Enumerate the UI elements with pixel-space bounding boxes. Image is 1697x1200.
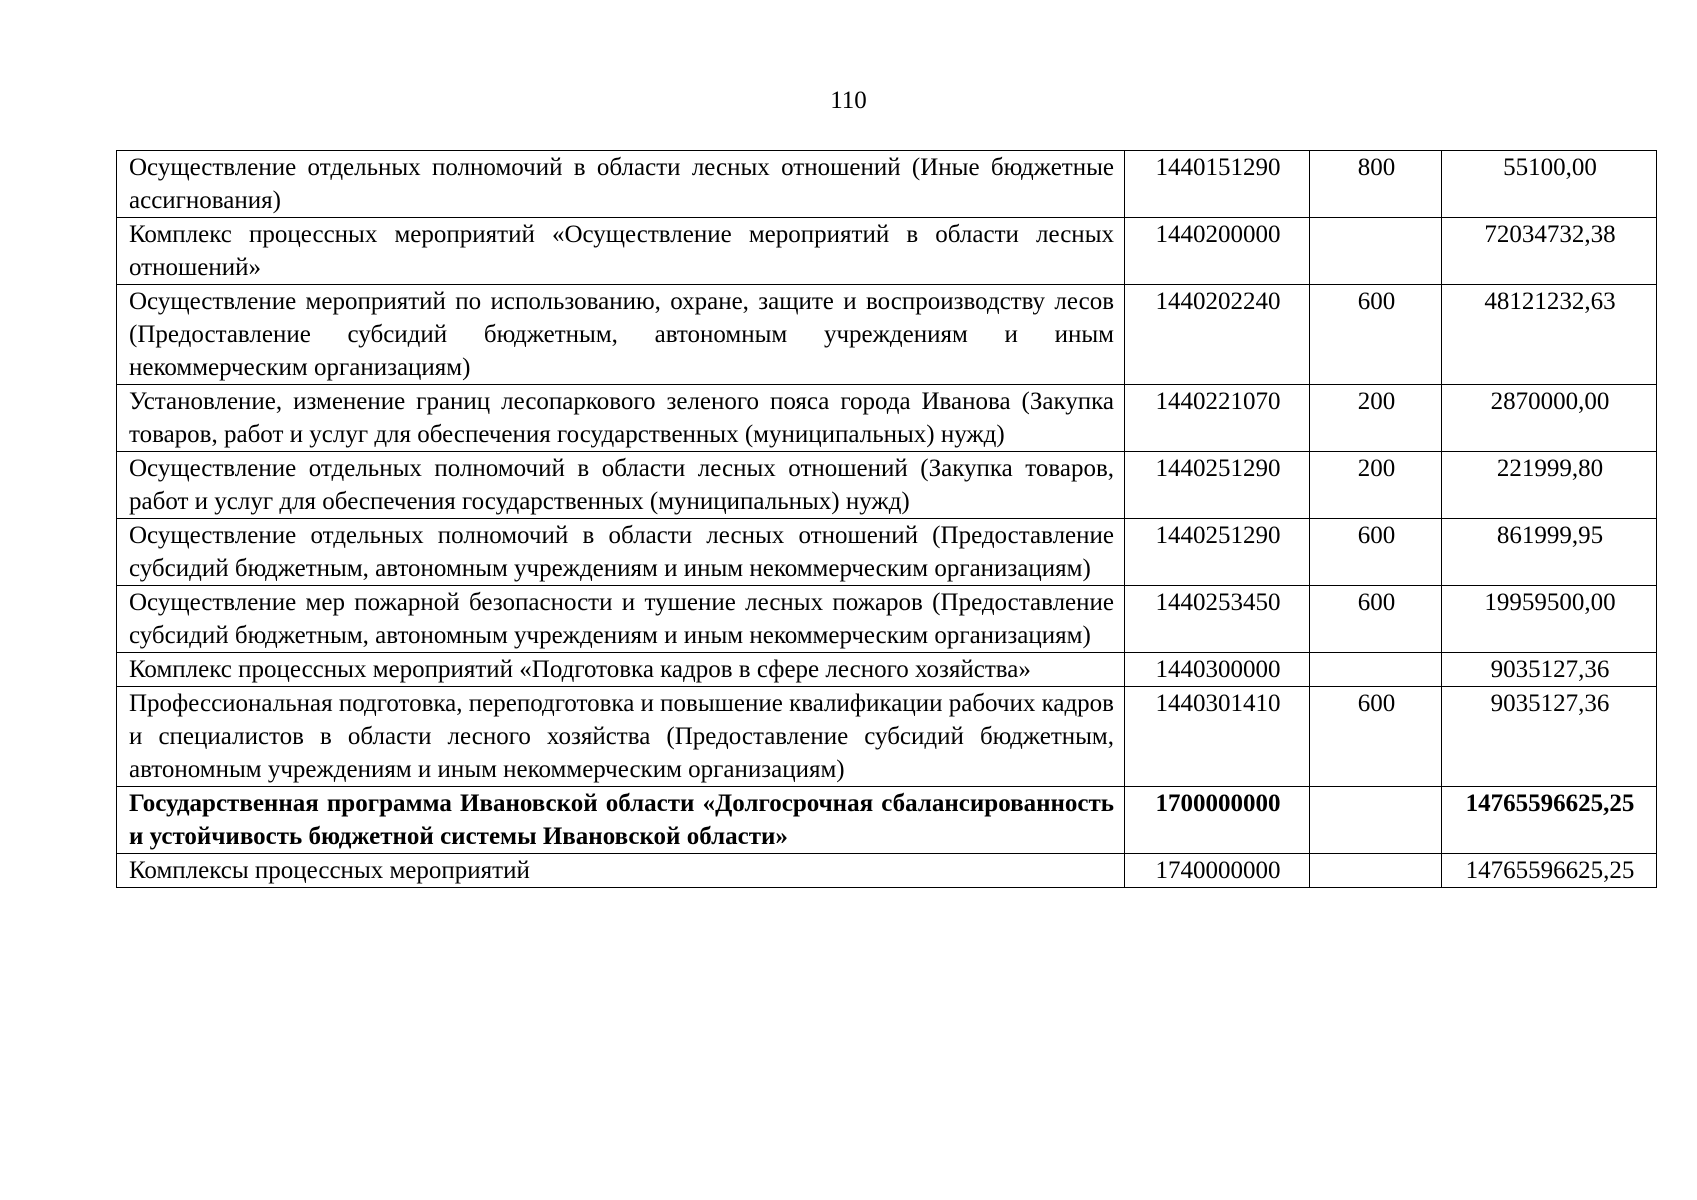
row-target-code: 1440202240	[1125, 285, 1310, 385]
row-item-name: Комплекс процессных мероприятий «Осуществление мероприятий в области лесных отношений»	[117, 218, 1125, 285]
row-expense-type: 600	[1310, 687, 1442, 787]
row-item-name: Осуществление отдельных полномочий в области лесных отношений (Закупка товаров, работ и услуг для обеспечения государственных (муниципальных) нужд)	[117, 452, 1125, 519]
row-target-code: 1440151290	[1125, 151, 1310, 218]
row-expense-type: 600	[1310, 586, 1442, 653]
page-number: 110	[830, 87, 867, 114]
table-row-program-total	[117, 787, 1657, 854]
row-item-name: Осуществление мер пожарной безопасности и тушение лесных пожаров (Предоставление субсидий бюджетным, автономным учреждениям и иным некоммерческим организациям)	[117, 586, 1125, 653]
row-item-name: Осуществление отдельных полномочий в области лесных отношений (Предоставление субсидий бюджетным, автономным учреждениям и иным некоммерческим организациям)	[117, 519, 1125, 586]
row-amount: 221999,80	[1442, 452, 1657, 519]
table-row	[117, 385, 1657, 452]
row-expense-type	[1310, 854, 1442, 888]
row-item-name: Комплексы процессных мероприятий	[117, 854, 1125, 888]
row-amount: 19959500,00	[1442, 586, 1657, 653]
table-row	[117, 151, 1657, 218]
row-expense-type: 200	[1310, 452, 1442, 519]
row-expense-type: 200	[1310, 385, 1442, 452]
row-amount: 14765596625,25	[1442, 854, 1657, 888]
budget-table-body	[117, 151, 1657, 888]
row-target-code: 1440221070	[1125, 385, 1310, 452]
row-target-code: 1440251290	[1125, 452, 1310, 519]
row-target-code: 1440251290	[1125, 519, 1310, 586]
row-amount: 72034732,38	[1442, 218, 1657, 285]
row-item-name: Осуществление мероприятий по использованию, охране, защите и воспроизводству лесов (Предоставление субсидий бюджетным, автономным учреждениям и иным некоммерческим организациям)	[117, 285, 1125, 385]
row-target-code: 1440301410	[1125, 687, 1310, 787]
row-target-code: 1440253450	[1125, 586, 1310, 653]
row-expense-type: 600	[1310, 519, 1442, 586]
table-row	[117, 653, 1657, 687]
row-target-code: 1440300000	[1125, 653, 1310, 687]
row-target-code: 1740000000	[1125, 854, 1310, 888]
row-amount: 2870000,00	[1442, 385, 1657, 452]
table-row	[117, 586, 1657, 653]
table-row	[117, 519, 1657, 586]
table-row	[117, 854, 1657, 888]
row-expense-type: 600	[1310, 285, 1442, 385]
row-target-code: 1700000000	[1125, 787, 1310, 854]
row-expense-type	[1310, 218, 1442, 285]
row-amount: 48121232,63	[1442, 285, 1657, 385]
row-target-code: 1440200000	[1125, 218, 1310, 285]
row-expense-type	[1310, 653, 1442, 687]
row-item-name: Установление, изменение границ лесопаркового зеленого пояса города Иванова (Закупка товаров, работ и услуг для обеспечения государственных (муниципальных) нужд)	[117, 385, 1125, 452]
row-item-name: Осуществление отдельных полномочий в области лесных отношений (Иные бюджетные ассигнования)	[117, 151, 1125, 218]
row-amount: 14765596625,25	[1442, 787, 1657, 854]
row-item-name: Профессиональная подготовка, переподготовка и повышение квалификации рабочих кадров и специалистов в области лесного хозяйства (Предоставление субсидий бюджетным, автономным учреждениям и иным некоммерческим организациям)	[117, 687, 1125, 787]
table-row	[117, 687, 1657, 787]
row-amount: 9035127,36	[1442, 687, 1657, 787]
row-amount: 861999,95	[1442, 519, 1657, 586]
table-row	[117, 218, 1657, 285]
table-row	[117, 285, 1657, 385]
budget-table	[116, 150, 1657, 888]
row-amount: 55100,00	[1442, 151, 1657, 218]
row-item-name: Комплекс процессных мероприятий «Подготовка кадров в сфере лесного хозяйства»	[117, 653, 1125, 687]
row-amount: 9035127,36	[1442, 653, 1657, 687]
row-expense-type: 800	[1310, 151, 1442, 218]
row-item-name: Государственная программа Ивановской области «Долгосрочная сбалансированность и устойчивость бюджетной системы Ивановской области»	[117, 787, 1125, 854]
row-expense-type	[1310, 787, 1442, 854]
table-row	[117, 452, 1657, 519]
